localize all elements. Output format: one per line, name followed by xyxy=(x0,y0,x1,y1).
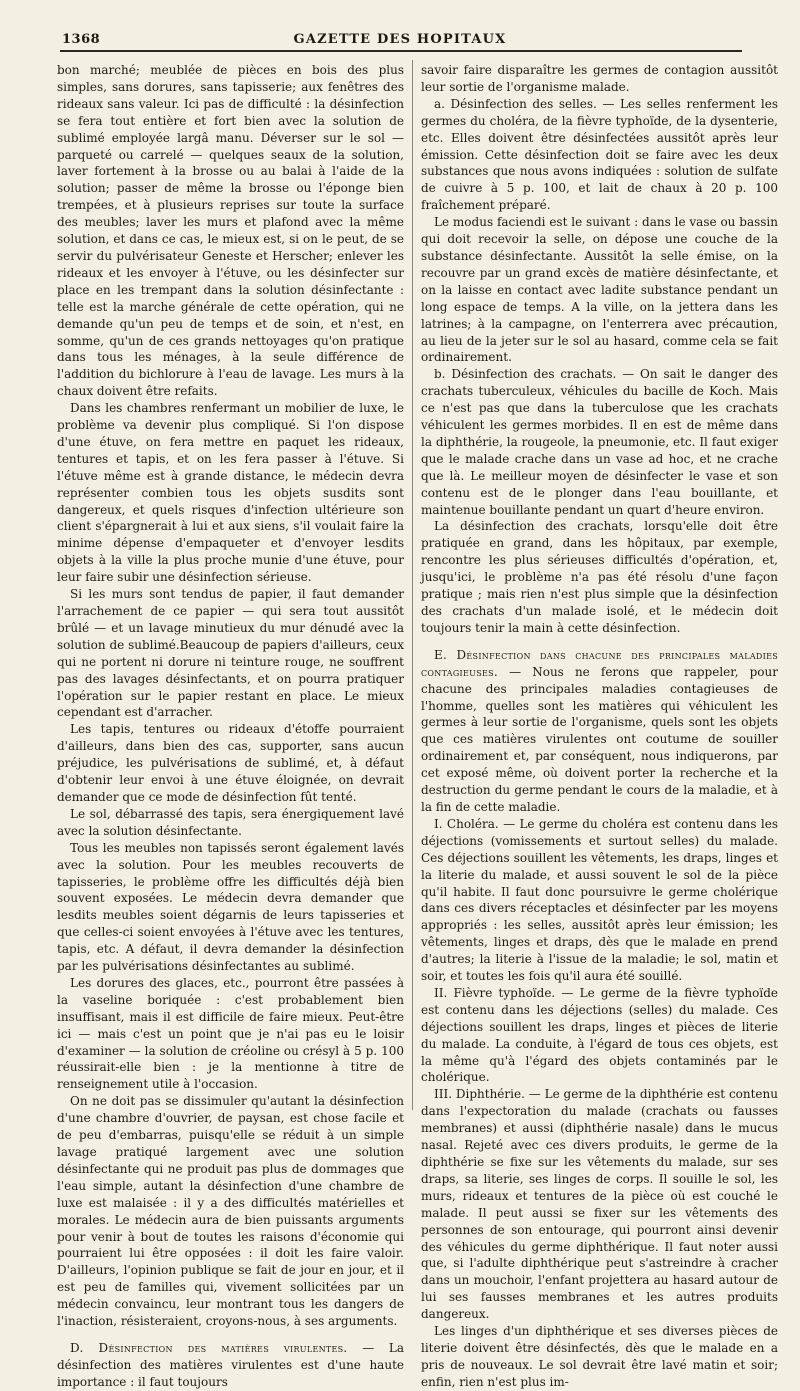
paragraph: On ne doit pas se dissimuler qu'autant la désinfection d'une chambre d'ouvrier, de paysan, est chose facile et de peu d'embarras, puisqu'elle se réduit à un simple lavage pratiqué largement avec une solution désinfectante qui ne produit pas plus de dommages que l'eau simple, autant la désinfection d'une chambre de luxe est malaisée : il y a des difficultés matérielles et morales. Le médecin aura de bien puissants arguments pour venir à bout de toutes les raisons d'économie qui pourraient lui être opposées : il doit les faire valoir. D'ailleurs, l'opinion publique se fait de jour en jour, et il est peu de familles qui, vivement sollicitées par un médecin convaincu, leur montrant tous les dangers de l'inaction, résisteraient, croyons-nous, à ses arguments. xyxy=(57,1094,404,1329)
section-e-heading: E. Désinfection dans chacune des principales maladies contagieuses. xyxy=(421,647,778,679)
paragraph: II. Fièvre typhoïde. — Le germe de la fièvre typhoïde est contenu dans les déjections (selles) du malade. Ces déjections souillent les draps, linges et pièces de literie du malade. La conduite, à l'égard de tous ces objets, est la même qu'à l'égard des objets contaminés par le cholérique. xyxy=(421,985,778,1085)
paragraph: bon marché; meublée de pièces en bois des plus simples, sans dorures, sans tapisserie; aux fenêtres des rideaux sans valeur. Ici pas de difficulté : la désinfection se fera tout entière et fort bien avec la solution de sublimé employée largâ manu. Déverser sur le sol — parqueté ou carrelé — quelques seaux de la solution, laver fortement à la brosse ou au balai à l'aide de la solution; passer de même la brosse ou l'éponge bien trempées, et à plusieurs reprises sur toute la surface des meubles; laver les murs et plafond avec la même solution, et dans ce cas, le mieux est, si on le peut, de se servir du pulvérisateur Geneste et Herscher; enlever les rideaux et les envoyer à l'étuve, ou les désinfecter sur place en les trempant dans la solution désinfectante : telle est la marche générale de cette opération, qui ne demande qu'un peu de temps et de soin, et n'est, en somme, qu'un de ces grands nettoyages qu'on pratique dans tous les ménages, à la seule différence de l'addition du bichlorure à l'eau de lavage. Les murs à la chaux doivent être refaits. xyxy=(57,63,404,399)
paragraph: a. Désinfection des selles. — Les selles renferment les germes du choléra, de la fièvre typhoïde, de la dysenterie, etc. Elles doivent être désinfectées aussitôt après leur émission. Cette désinfection doit se faire avec les deux substances que nous avons indiquées : solution de sulfate de cuivre à 5 p. 100, et lait de chaux à 20 p. 100 fraîchement préparé. xyxy=(421,96,778,213)
left-column xyxy=(57,62,404,1391)
paragraph: La désinfection des crachats, lorsqu'elle doit être pratiquée en grand, dans les hôpitaux, par exemple, rencontre les plus sérieuses difficultés d'opération, et, jusqu'ici, le problème n'a pas été résolu d'une façon pratique ; mais rien n'est plus simple que la désinfection des crachats d'un malade isolé, et le médecin doit toujours tenir la main à cette désinfection. xyxy=(421,519,778,635)
right-column xyxy=(421,62,778,1391)
column-divider xyxy=(412,60,413,1110)
paragraph: Si les murs sont tendus de papier, il faut demander l'arrachement de ce papier — qui sera tout aussitôt brûlé — et un lavage minutieux du mur dénudé avec la solution de sublimé.Beaucoup de papiers d'ailleurs, ceux qui ne portent ni dorure ni teinture rouge, ne souffrent pas des lavages désinfectants, et on pourra pratiquer l'opération sur le papier restant en place. Le mieux cependant est d'arracher. xyxy=(57,587,404,720)
paragraph: Les linges d'un diphthérique et ses diverses pièces de literie doivent être désinfectés, dès que le malade en a pris de nouveaux. Le sol devrait être lavé matin et soir; enfin, rien n'est plus im- xyxy=(421,1324,778,1389)
paragraph: Dans les chambres renfermant un mobilier de luxe, le problème va devenir plus compliqué. Si l'on dispose d'une étuve, on fera mettre en paquet les rideaux, tentures et tapis, et on les fera passer à l'étuve. Si l'étuve même est à grande distance, le médecin devra représenter combien tous les objets susdits sont dangereux, et quels risques d'infection ultérieure son client s'épargnerait à lui et aux siens, s'il voulait faire la minime dépense d'empaqueter et d'envoyer lesdits objets à la ville la plus proche munie d'une étuve, pour leur faire subir une désinfection sérieuse. xyxy=(57,401,404,585)
paragraph: Les dorures des glaces, etc., pourront être passées à la vaseline boriquée : c'est probablement bien insuffisant, mais il est difficile de faire mieux. Peut-être ici — mais c'est un point que je n'ai pas eu le loisir d'examiner — la solution de créoline ou crésyl à 5 p. 100 réussirait-elle bien : je la mentionne à titre de renseignement utile à l'occasion. xyxy=(57,975,404,1092)
paragraph: savoir faire disparaître les germes de contagion aussitôt leur sortie de l'organisme malade. xyxy=(421,63,778,94)
section-d-paragraph xyxy=(57,1340,404,1391)
paragraph: I. Choléra. — Le germe du choléra est contenu dans les déjections (vomissements et surtout selles) du malade. Ces déjections souillent les vêtements, les draps, linges et la literie du malade, et aussi souvent le sol de la pièce qu'il habite. Il faut donc poursuivre le germe cholérique dans ces divers réceptacles et désinfecter par les moyens appropriés : les selles, aussitôt après leur émission; les vêtements, linges et draps, dès que le malade en prend d'autres; la literie à l'issue de la maladie; le sol, matin et soir, et toutes les fois qu'il aura été souillé. xyxy=(421,816,778,984)
paragraph: Les tapis, tentures ou rideaux d'étoffe pourraient d'ailleurs, dans bien des cas, supporter, sans aucun préjudice, les pulvérisations de sublimé, et, à défaut d'obtenir leur envoi à une étuve éloignée, on devrait demander que ce mode de désinfection fût tenté. xyxy=(57,722,404,804)
page-number: 1368 xyxy=(62,32,101,47)
paragraph: Le sol, débarrassé des tapis, sera énergiquement lavé avec la solution désinfectante. xyxy=(57,806,404,838)
section-d-text: — La désinfection des matières virulentes est d'une haute importance : il faut toujours xyxy=(57,1340,404,1389)
section-e-text: — Nous ne ferons que rappeler, pour chacune des principales maladies contagieuses de l'homme, quelles sont les matières qui véhiculent les germes à leur sortie de l'organisme, quels sont les objets que ces matières virulentes ont coutume de souiller ordinairement et, par conséquent, nous indiquerons, par cet exposé même, où doivent porter la recherche et la destruction du germe pendant le cours de la maladie, et à la fin de cette maladie. xyxy=(421,664,778,814)
section-d-heading: D. Désinfection des matières virulentes. xyxy=(70,1340,348,1355)
paragraph: III. Diphthérie. — Le germe de la diphthérie est contenu dans l'expectoration du malade (crachats ou fausses membranes) et aussi (diphthérie nasale) dans le mucus nasal. Rejeté avec ces divers produits, le germe de la diphthérie se fixe sur les vêtements du malade, sur ses draps, sa literie, ses linges de corps. Il souille le sol, les murs, rideaux et tentures de la pièce où est couché le malade. Il peut aussi se fixer sur les vêtements des personnes de son entourage, qui pourront ainsi devenir des véhicules du germe diphthérique. Il faut noter aussi que, si l'adulte diphthérique peut s'astreindre à cracher dans un mouchoir, l'enfant projettera au hasard autour de lui ses fausses membranes et les autres produits dangereux. xyxy=(421,1087,778,1322)
section-e-paragraph xyxy=(421,647,778,816)
paragraph: b. Désinfection des crachats. — On sait le danger des crachats tuberculeux, véhicules du bacille de Koch. Mais ce n'est pas que dans la tuberculose que les crachats véhiculent les germes morbides. Il en est de même dans la diphthérie, la rougeole, la pneumonie, etc. Il faut exiger que le malade crache dans un vase ad hoc, et ne crache que là. Le meilleur moyen de désinfecter le vase et son contenu est de le plonger dans l'eau bouillante, et maintenue bouillante pendant un quart d'heure environ. xyxy=(421,367,778,517)
paragraph: Tous les meubles non tapissés seront également lavés avec la solution. Pour les meubles recouverts de tapisseries, le problème offre les difficultés déjà bien souvent exposées. Le médecin devra demander que lesdits meubles soient dégarnis de leurs tapisseries et que celles-ci soient envoyées à l'étuve avec les tentures, tapis, etc. A défaut, il devra demander la désinfection par les pulvérisations désinfectantes au sublimé. xyxy=(57,840,404,974)
running-title: GAZETTE DES HOPITAUX xyxy=(293,32,507,47)
paragraph: Le modus faciendi est le suivant : dans le vase ou bassin qui doit recevoir la selle, on dépose une couche de la substance désinfectante. Aussitôt la selle émise, on la recouvre par un grand excès de matière désinfectante, et on la laisse en contact avec ladite substance pendant un long espace de temps. A la ville, on la jettera dans les latrines; à la campagne, on l'enterrera avec précaution, au lieu de la jeter sur le sol au hasard, comme cela se fait ordinairement. xyxy=(421,215,778,365)
header-rule xyxy=(60,50,742,52)
